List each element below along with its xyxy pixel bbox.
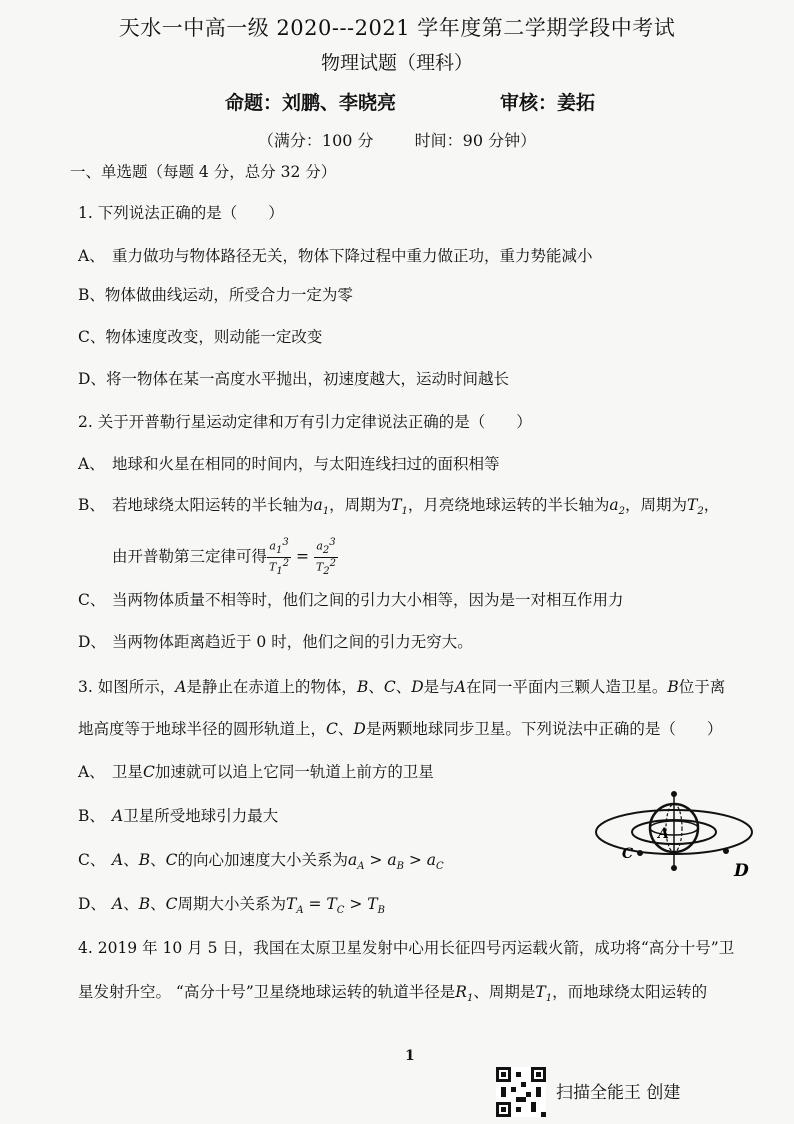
exam-time: 时间：90 分钟） — [414, 131, 537, 150]
q3-text-1: 3. 如图所示， — [78, 678, 176, 696]
scanner-watermark: 扫描全能王 创建 — [556, 1083, 681, 1103]
kepler-fraction-right: $\frac{a_2^3}{T_2^2}$ — [315, 537, 337, 577]
option-letter: D、 — [78, 370, 106, 388]
q2-option-d-text: 当两物体距离趋近于 0 时，他们之间的引力无穷大。 — [112, 633, 473, 651]
option-letter: C、 — [78, 591, 106, 609]
q3-option-b: B、 A卫星所受地球引力最大 — [78, 804, 278, 826]
q3-text-2: 是静止在赤道上的物体， — [186, 678, 357, 696]
q2-option-d — [78, 630, 473, 652]
exam-subtitle: 物理试题（理科） — [320, 52, 473, 74]
q2-b-text-1: 若地球绕太阳运转的半长轴为 — [112, 496, 314, 514]
orbit-diagram — [592, 786, 762, 884]
exam-authors: 命题：刘鹏、李晓亮 — [225, 92, 397, 114]
kepler-fraction-left: $\frac{a_1^3}{T_1^2}$ — [269, 537, 290, 577]
q1-option-b-text: 物体做曲线运动，所受合力一定为零 — [104, 286, 353, 304]
q2-option-b — [78, 493, 719, 517]
q3-option-c: C、 A、B、C的向心加速度大小关系为$a_A > a_B > a_C$ — [78, 848, 444, 872]
score-time-line — [0, 128, 794, 151]
q1-option-b — [78, 283, 353, 305]
q2-option-c-text: 当两物体质量不相等时，他们之间的引力大小相等，因为是一对相互作用力 — [112, 591, 624, 609]
q4-text-3: ，而地球绕太阳运转的 — [552, 983, 708, 1001]
math-a2: $a_2$ — [609, 496, 626, 518]
q1-option-d-text: 将一物体在某一高度水平抛出，初速度越大，运动时间越长 — [105, 370, 509, 388]
option-letter: C、 — [78, 328, 106, 346]
math-T1: $T_1$ — [391, 496, 408, 518]
q3-text-3: 是与 — [423, 678, 455, 696]
q3-a-text-2: 加速就可以追上它同一轨道上前方的卫星 — [154, 763, 434, 781]
q4-text-1: 星发射升空。 “高分十号”卫星绕地球运转的轨道半径是 — [78, 983, 456, 1001]
q3-stem-line1: 3. 如图所示，A是静止在赤道上的物体，B、C、D是与A在同一平面内三颗人造卫星。B位于离 — [78, 678, 726, 696]
q2-option-a — [78, 452, 500, 474]
page-number: 1 — [405, 1048, 415, 1064]
option-letter: B、 — [78, 286, 105, 304]
math-T2: $T_2$ — [687, 496, 704, 518]
q3-stem-line2: 地高度等于地球半径的圆形轨道上，C、D是两颗地球同步卫星。下列说法中正确的是（ ） — [78, 720, 723, 738]
q2-b-text-4: ，周期为 — [625, 496, 688, 514]
q4-line2: 星发射升空。 “高分十号”卫星绕地球运转的轨道半径是$R_1$、周期是$T_1$，而地球绕太阳运转的 — [78, 983, 708, 1005]
q3-c-text: 的向心加速度大小关系为 — [177, 851, 349, 869]
q1-option-d — [78, 367, 509, 389]
q2-stem: 2. 关于开普勒行星运动定律和万有引力定律说法正确的是（ ） — [78, 413, 532, 431]
q1-option-c-text: 物体速度改变，则动能一定改变 — [105, 328, 323, 346]
full-score: （满分：100 分 — [257, 131, 374, 150]
q1-option-a-text: 重力做功与物体路径无关，物体下降过程中重力做正功，重力势能减小 — [112, 247, 593, 265]
q2-option-b-line2: 由开普勒第三定律可得 $\frac{a_1^3}{T_1^2}$ = $\frac{a_2^3}{T_2^2}$ — [112, 537, 337, 577]
option-letter: C、 — [78, 851, 106, 869]
q4-line1: 4. 2019 年 10 月 5 日，我国在太原卫星发射中心用长征四号丙运载火箭，成功将“高分十号”卫 — [78, 939, 735, 957]
option-letter: A、 — [78, 455, 105, 473]
q3-text-6: 地高度等于地球半径的圆形轨道上， — [78, 720, 327, 738]
satellite-top — [671, 791, 677, 797]
q3-b-text: 卫星所受地球引力最大 — [123, 807, 279, 825]
option-letter: D、 — [78, 895, 106, 913]
label-C: C — [622, 846, 634, 862]
satellite-bottom — [671, 865, 677, 871]
q3-option-d: D、 A、B、C周期大小关系为$T_A = T_C > T_B$ — [78, 892, 385, 916]
math-a1: $a_1$ — [313, 496, 330, 518]
q3-text-4: 在同一平面内三颗人造卫星。 — [465, 678, 668, 696]
q2-b-line2-text: 由开普勒第三定律可得 — [112, 547, 268, 566]
q3-text-7: 是两颗地球同步卫星。下列说法中正确的是（ ） — [365, 720, 723, 738]
satellite-d-dot — [723, 848, 729, 854]
q3-d-text: 周期大小关系为 — [177, 895, 287, 913]
q3-a-text-1: 卫星 — [112, 763, 144, 781]
q1-stem: 1. 下列说法正确的是（ ） — [78, 204, 284, 222]
satellite-c-dot — [637, 850, 643, 856]
q3-option-a: A、 卫星C加速就可以追上它同一轨道上前方的卫星 — [78, 760, 434, 782]
q3-text-5: 位于离 — [678, 678, 726, 696]
option-letter: B、 — [78, 807, 105, 825]
qr-code-icon — [496, 1067, 546, 1117]
q1-option-a — [78, 244, 593, 266]
label-A: A — [658, 826, 669, 842]
q2-option-c — [78, 588, 624, 610]
option-letter: A、 — [78, 763, 105, 781]
exam-reviewer: 审核：姜拓 — [500, 92, 596, 114]
q2-option-a-text: 地球和火星在相同的时间内，与太阳连线扫过的面积相等 — [112, 455, 500, 473]
q2-b-text-5: ， — [703, 496, 720, 514]
q4-text-2: 、周期是 — [473, 983, 536, 1001]
q2-b-text-2: ，周期为 — [329, 496, 392, 514]
option-letter: A、 — [78, 247, 105, 265]
section-heading: 一、单选题（每题 4 分，总分 32 分） — [70, 163, 337, 181]
exam-title: 天水一中高一级 2020---2021 学年度第二学期学段中考试 — [118, 16, 676, 40]
option-letter: D、 — [78, 633, 106, 651]
q2-b-text-3: ，月亮绕地球运转的半长轴为 — [407, 496, 610, 514]
option-letter: B、 — [78, 496, 105, 514]
q1-option-c — [78, 325, 322, 347]
label-D: D — [734, 861, 749, 881]
